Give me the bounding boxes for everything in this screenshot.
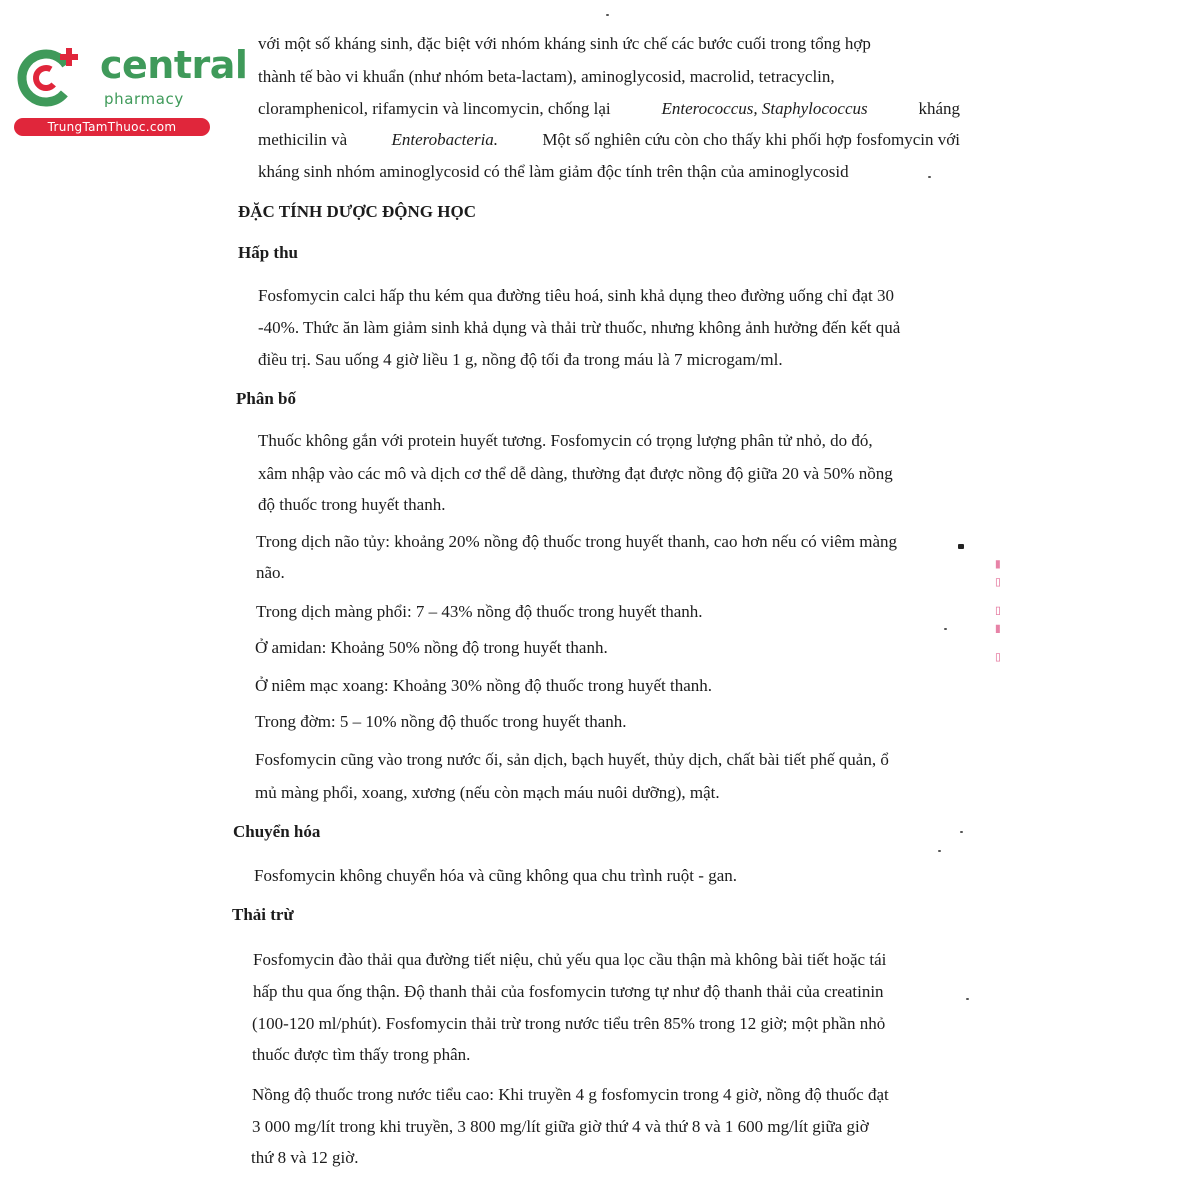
thai-tru-line-2: hấp thu qua ống thận. Độ thanh thải của fosfomycin tương tự như độ thanh thải của creatinin xyxy=(253,982,884,1001)
scan-speck xyxy=(960,831,963,833)
scan-speck xyxy=(928,176,931,178)
scan-speck xyxy=(944,628,947,630)
logo-subtitle: pharmacy xyxy=(104,90,184,108)
scan-speck xyxy=(606,14,609,16)
hap-thu-line-1: Fosfomycin calci hấp thu kém qua đường tiêu hoá, sinh khả dụng theo đường uống chỉ đạt 30 xyxy=(258,286,895,305)
heading-phan-bo: Phân bố xyxy=(236,389,296,408)
thai-tru-line-4: thuốc được tìm thấy trong phân. xyxy=(252,1045,471,1064)
phan-bo-line-6: Trong dịch màng phổi: 7 – 43% nồng độ thuốc trong huyết thanh. xyxy=(256,602,703,621)
intro-text: Một số nghiên cứu còn cho thấy khi phối hợp fosfomycin với xyxy=(542,130,960,149)
section-title: ĐẶC TÍNH DƯỢC ĐỘNG HỌC xyxy=(238,202,477,221)
phan-bo-line-9: Trong đờm: 5 – 10% nồng độ thuốc trong huyết thanh. xyxy=(255,712,627,731)
intro-italic-text: Enterobacteria. xyxy=(391,130,499,149)
thai-tru-line-1: Fosfomycin đào thải qua đường tiết niệu, chủ yếu qua lọc cầu thận mà không bài tiết hoặc tái xyxy=(253,950,887,969)
chuyen-hoa-line-1: Fosfomycin không chuyển hóa và cũng không qua chu trình ruột - gan. xyxy=(254,866,737,885)
hap-thu-line-2: -40%. Thức ăn làm giảm sinh khả dụng và thải trừ thuốc, nhưng không ảnh hưởng đến kết quả xyxy=(258,318,901,337)
intro-text: methicilin và xyxy=(258,130,348,149)
phan-bo-line-2: xâm nhập vào các mô và dịch cơ thể dễ dàng, thường đạt được nồng độ giữa 20 và 50% nồng xyxy=(258,464,893,483)
phan-bo-line-11: mủ màng phổi, xoang, xương (nếu còn mạch máu nuôi dưỡng), mật. xyxy=(255,783,720,802)
thai-tru-line-7: thứ 8 và 12 giờ. xyxy=(251,1148,359,1167)
phan-bo-line-5: não. xyxy=(256,563,285,582)
thai-tru-line-3: (100-120 ml/phút). Fosfomycin thải trừ trong nước tiểu trên 85% trong 12 giờ; một phần nhỏ xyxy=(252,1014,886,1033)
thai-tru-line-6: 3 000 mg/lít trong khi truyền, 3 800 mg/lít giữa giờ thứ 4 và thứ 8 và 1 600 mg/lít giữa giờ xyxy=(252,1117,869,1136)
scan-speck xyxy=(958,544,964,549)
scan-speck xyxy=(966,998,969,1000)
intro-line-5 xyxy=(258,162,849,182)
phan-bo-line-3: độ thuốc trong huyết thanh. xyxy=(258,495,446,514)
intro-line-2 xyxy=(258,67,960,87)
heading-chuyen-hoa: Chuyển hóa xyxy=(233,822,321,841)
heading-hap-thu: Hấp thu xyxy=(238,243,298,262)
intro-text: với một số kháng sinh, đặc biệt với nhóm kháng sinh ức chế các bước cuối trong tổng hợp xyxy=(258,34,871,53)
margin-stamp: ▮▯ ▯▮ ▯ xyxy=(990,556,1006,667)
logo-wordmark: central xyxy=(100,43,248,87)
intro-line-1 xyxy=(258,34,960,54)
scan-speck xyxy=(938,850,941,852)
heading-thai-tru: Thải trừ xyxy=(232,905,294,924)
intro-text: kháng sinh nhóm aminoglycosid có thể làm giảm độc tính trên thận của aminoglycosid xyxy=(258,162,849,181)
thai-tru-line-5: Nồng độ thuốc trong nước tiểu cao: Khi truyền 4 g fosfomycin trong 4 giờ, nồng độ thuốc đạt xyxy=(252,1085,889,1104)
hap-thu-line-3: điều trị. Sau uống 4 giờ liều 1 g, nồng độ tối đa trong máu là 7 microgam/ml. xyxy=(258,350,783,369)
intro-text: cloramphenicol, rifamycin và lincomycin, chống lại xyxy=(258,99,611,118)
intro-text: thành tế bào vi khuẩn (như nhóm beta-lactam), aminoglycosid, macrolid, tetracyclin, xyxy=(258,67,835,86)
intro-line-3 xyxy=(258,99,960,119)
phan-bo-line-4: Trong dịch não tủy: khoảng 20% nồng độ thuốc trong huyết thanh, cao hơn nếu có viêm màng xyxy=(256,532,898,551)
phan-bo-line-7: Ở amidan: Khoảng 50% nồng độ trong huyết thanh. xyxy=(255,638,608,657)
intro-line-4 xyxy=(258,130,960,150)
intro-italic-text: Enterococcus, Staphylococcus xyxy=(661,99,868,118)
intro-text: kháng xyxy=(918,99,960,118)
phan-bo-line-8: Ở niêm mạc xoang: Khoảng 30% nồng độ thuốc trong huyết thanh. xyxy=(255,676,713,695)
phan-bo-line-1: Thuốc không gắn với protein huyết tương. Fosfomycin có trọng lượng phân tử nhỏ, do đó, xyxy=(258,431,873,450)
phan-bo-line-10: Fosfomycin cũng vào trong nước ối, sản dịch, bạch huyết, thủy dịch, chất bài tiết phế quản, ổ xyxy=(255,750,889,769)
logo-website: TrungTamThuoc.com xyxy=(14,118,210,136)
